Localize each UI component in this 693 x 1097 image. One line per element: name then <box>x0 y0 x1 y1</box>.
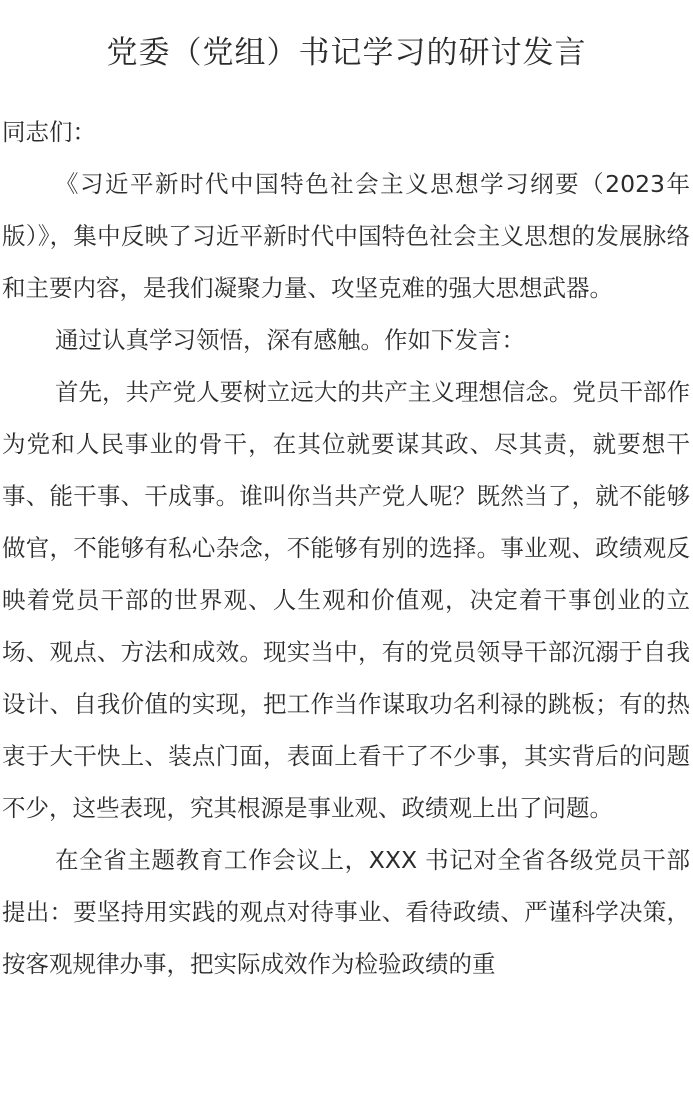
paragraph-4: 在全省主题教育工作会议上，XXX 书记对全省各级党员干部提出：要坚持用实践的观点对待事业、看待政绩、严谨科学决策，按客观规律办事，把实际成效作为检验政绩的重 <box>2 846 690 978</box>
document-body <box>2 106 690 990</box>
salutation: 同志们： <box>2 118 96 146</box>
paragraph-3: 首先，共产党人要树立远大的共产主义理想信念。党员干部作为党和人民事业的骨干，在其位就要谋其政、尽其责，就要想干事、能干事、干成事。谁叫你当共产党人呢？既然当了，就不能够做官，不能够有私心杂念，不能够有别的选择。事业观、政绩观反映着党员干部的世界观、人生观和价值观，决定着干事创业的立场、观点、方法和成效。现实当中，有的党员领导干部沉溺于自我设计、自我价值的实现，把工作当作谋取功名利禄的跳板；有的热衷于大干快上、装点门面，表面上看干了不少事，其实背后的问题不少，这些表现，究其根源是事业观、政绩观上出了问题。 <box>2 378 690 822</box>
document-title: 党委（党组）书记学习的研讨发言 <box>106 35 587 71</box>
paragraph-1: 《习近平新时代中国特色社会主义思想学习纲要（2023年版）》，集中反映了习近平新时代中国特色社会主义思想的发展脉络和主要内容，是我们凝聚力量、攻坚克难的强大思想武器。 <box>2 170 690 302</box>
paragraph-2: 通过认真学习领悟，深有感触。作如下发言： <box>55 326 525 354</box>
